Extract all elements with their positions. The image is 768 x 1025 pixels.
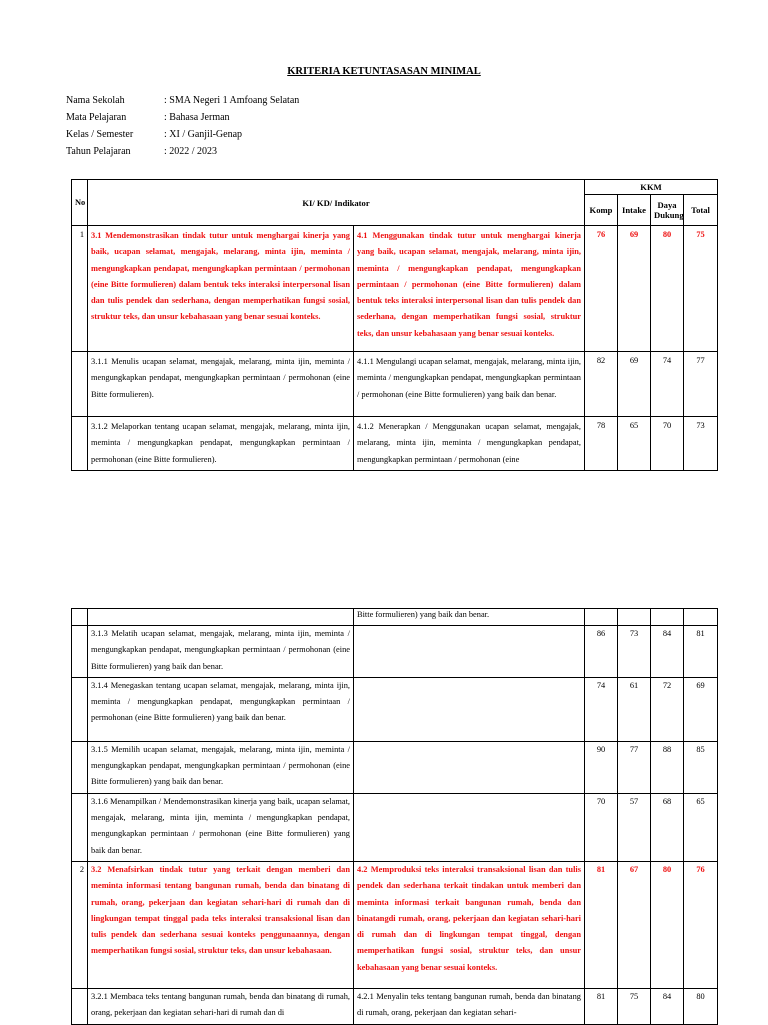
row-no: 2 (72, 861, 88, 988)
daya-value: 74 (651, 352, 684, 417)
daya-value: 72 (651, 677, 684, 741)
kd4-cell: 4.1.2 Menerapkan / Menggunakan ucapan selamat, mengajak, melarang, minta ijin, meminta / mengungkapkan pendapat, mengungkapkan permintaan / permohonan (eine (354, 417, 585, 471)
kd3-cell: 3.1.2 Melaporkan tentang ucapan selamat, mengajak, melarang, minta ijin, meminta / mengungkapkan pendapat, mengungkapkan permintaan / permohonan (eine Bitte formulieren). (88, 417, 354, 471)
table-row (72, 741, 718, 793)
intake-value: 67 (618, 861, 651, 988)
komp-value: 81 (585, 861, 618, 988)
kkm-table-page-2 (71, 608, 718, 1025)
komp-value: 82 (585, 352, 618, 417)
daya-value: 68 (651, 793, 684, 861)
row-no (72, 741, 88, 793)
total-value: 65 (684, 793, 718, 861)
komp-value: 81 (585, 988, 618, 1024)
info-value: : 2022 / 2023 (164, 146, 218, 157)
header-daya-dukung: Daya Dukung (651, 195, 684, 226)
kd4-cell: 4.2 Memproduksi teks interaksi transaksional lisan dan tulis pendek dan sederhana terkait tindakan untuk memberi dan meminta informasi terkait bangunan rumah, benda dan binatangdi rumah, orang, pekerjaan dan kegiatan sehari-hari di rumah dan di lingkungan tempat tinggal, dengan memperhatikan fungsi sosial, struktur teks, dan unsur kebahasaan yang benar sesuai konteks. (354, 861, 585, 988)
komp-value: 76 (585, 226, 618, 352)
info-row-class (66, 126, 299, 143)
daya-value: 70 (651, 417, 684, 471)
table-row (72, 352, 718, 417)
info-value: : SMA Negeri 1 Amfoang Selatan (164, 95, 300, 106)
kd3-cell: 3.1.6 Menampilkan / Mendemonstrasikan kinerja yang baik, ucapan selamat, mengajak, melarang, minta ijin, meminta / mengungkapkan pendapat, mengungkapkan permintaan / permohonan (eine Bitte formulieren) yang baik dan benar. (88, 793, 354, 861)
info-value: : Bahasa Jerman (164, 112, 230, 123)
info-row-year (66, 143, 299, 160)
kkm-table-page-1 (71, 179, 718, 471)
kd3-cell: 3.1.3 Melatih ucapan selamat, mengajak, melarang, minta ijin, meminta / mengungkapkan pendapat, mengungkapkan permintaan / permohonan (eine Bitte formulieren) yang baik dan benar. (88, 626, 354, 678)
info-label: Kelas / Semester (66, 129, 134, 140)
total-value: 85 (684, 741, 718, 793)
total-value: 80 (684, 988, 718, 1024)
kd3-cell: 3.1 Mendemonstrasikan tindak tutur untuk menghargai kinerja yang baik, ucapan selamat, mengajak, melarang, minta ijin, meminta / mengungkapkan pendapat, mengungkapkan permintaan / permohonan (eine Bitte formulieren) dalam bentuk teks interaksi interpersonal lisan dan tulis pendek dan sederhana, dengan memperhatikan fungsi sosial, struktur teks, dan unsur kebahasaan yang benar sesuai konteks. (88, 226, 354, 352)
info-label: Nama Sekolah (66, 95, 125, 106)
header-total: Total (684, 195, 718, 226)
kd4-cell (354, 793, 585, 861)
row-no: 1 (72, 226, 88, 352)
daya-value: 80 (651, 226, 684, 352)
header-kkm: KKM (585, 180, 718, 195)
table-row (72, 626, 718, 678)
info-value: : XI / Ganjil-Genap (164, 129, 243, 140)
kd4-cell (354, 626, 585, 678)
kd4-continuation: Bitte formulieren) yang baik dan benar. (354, 609, 585, 626)
intake-value: 77 (618, 741, 651, 793)
intake-value: 69 (618, 226, 651, 352)
row-no (72, 417, 88, 471)
komp-value: 74 (585, 677, 618, 741)
document-title: KRITERIA KETUNTASASAN MINIMAL (287, 66, 481, 77)
intake-value: 75 (618, 988, 651, 1024)
table-row (72, 417, 718, 471)
komp-value: 90 (585, 741, 618, 793)
intake-value: 57 (618, 793, 651, 861)
kd4-cell (354, 677, 585, 741)
header-komp: Komp (585, 195, 618, 226)
table-row (72, 861, 718, 988)
header-ki-kd: KI/ KD/ Indikator (88, 180, 585, 226)
komp-value: 70 (585, 793, 618, 861)
daya-value: 80 (651, 861, 684, 988)
table-row (72, 793, 718, 861)
kd4-cell: 4.1.1 Mengulangi ucapan selamat, mengajak, melarang, minta ijin, meminta / mengungkapkan pendapat, mengungkapkan permintaan / permohonan (eine Bitte formulieren) yang baik dan benar. (354, 352, 585, 417)
kd3-cell: 3.1.4 Menegaskan tentang ucapan selamat, mengajak, melarang, minta ijin, meminta / mengungkapkan pendapat, mengungkapkan permintaan / permohonan (eine Bitte formulieren) yang baik dan benar. (88, 677, 354, 741)
kd4-cell: 4.1 Menggunakan tindak tutur untuk menghargai kinerja yang baik, ucapan selamat, mengajak, melarang, minta ijin, meminta / mengungkapkan pendapat, mengungkapkan permintaan / permohonan (eine Bitte formulieren) dalam bentuk teks interaksi interpersonal lisan dan tulis pendek dan sederhana, dengan memperhatikan fungsi sosial, struktur teks, dan unsur kebahasaan yang benar sesuai konteks. (354, 226, 585, 352)
info-row-school (66, 92, 299, 109)
row-no (72, 793, 88, 861)
table-row-continuation (72, 609, 718, 626)
header-intake: Intake (618, 195, 651, 226)
info-label: Mata Pelajaran (66, 112, 127, 123)
total-value: 69 (684, 677, 718, 741)
kd3-cell: 3.1.5 Memilih ucapan selamat, mengajak, melarang, minta ijin, meminta / mengungkapkan pendapat, mengungkapkan permintaan / permohonan (eine Bitte formulieren) yang baik dan benar. (88, 741, 354, 793)
row-no (72, 626, 88, 678)
table-row (72, 988, 718, 1024)
total-value: 81 (684, 626, 718, 678)
daya-value: 84 (651, 626, 684, 678)
row-no (72, 988, 88, 1024)
total-value: 75 (684, 226, 718, 352)
total-value: 76 (684, 861, 718, 988)
total-value: 73 (684, 417, 718, 471)
komp-value: 86 (585, 626, 618, 678)
header-no: No (72, 180, 88, 226)
row-no (72, 352, 88, 417)
kd4-cell (354, 741, 585, 793)
intake-value: 73 (618, 626, 651, 678)
info-row-subject (66, 109, 299, 126)
row-no (72, 677, 88, 741)
table-row (72, 677, 718, 741)
intake-value: 61 (618, 677, 651, 741)
kd3-cell: 3.2 Menafsirkan tindak tutur yang terkait dengan memberi dan meminta informasi tentang bangunan rumah, benda dan binatang di rumah, orang, pekerjaan dan kegiatan sehari-hari di rumah dan di lingkungan tempat tinggal pada teks interaksi transaksional lisan dan tulis pendek dan sederhana sesuai konteks penggunaannya, dengan memperhatikan fungsi sosial, struktur teks, dan unsur kebahasaan. (88, 861, 354, 988)
total-value: 77 (684, 352, 718, 417)
kd3-cell: 3.2.1 Membaca teks tentang bangunan rumah, benda dan binatang di rumah, orang, pekerjaan dan kegiatan sehari-hari di rumah dan di (88, 988, 354, 1024)
daya-value: 84 (651, 988, 684, 1024)
kd4-cell: 4.2.1 Menyalin teks tentang bangunan rumah, benda dan binatang di rumah, orang, pekerjaan dan kegiatan sehari- (354, 988, 585, 1024)
info-label: Tahun Pelajaran (66, 146, 131, 157)
komp-value: 78 (585, 417, 618, 471)
daya-value: 88 (651, 741, 684, 793)
intake-value: 69 (618, 352, 651, 417)
kd3-cell: 3.1.1 Menulis ucapan selamat, mengajak, melarang, minta ijin, meminta / mengungkapkan pendapat, mengungkapkan permintaan / permohonan (eine Bitte formulieren). (88, 352, 354, 417)
school-info (66, 92, 299, 160)
table-row (72, 226, 718, 352)
intake-value: 65 (618, 417, 651, 471)
